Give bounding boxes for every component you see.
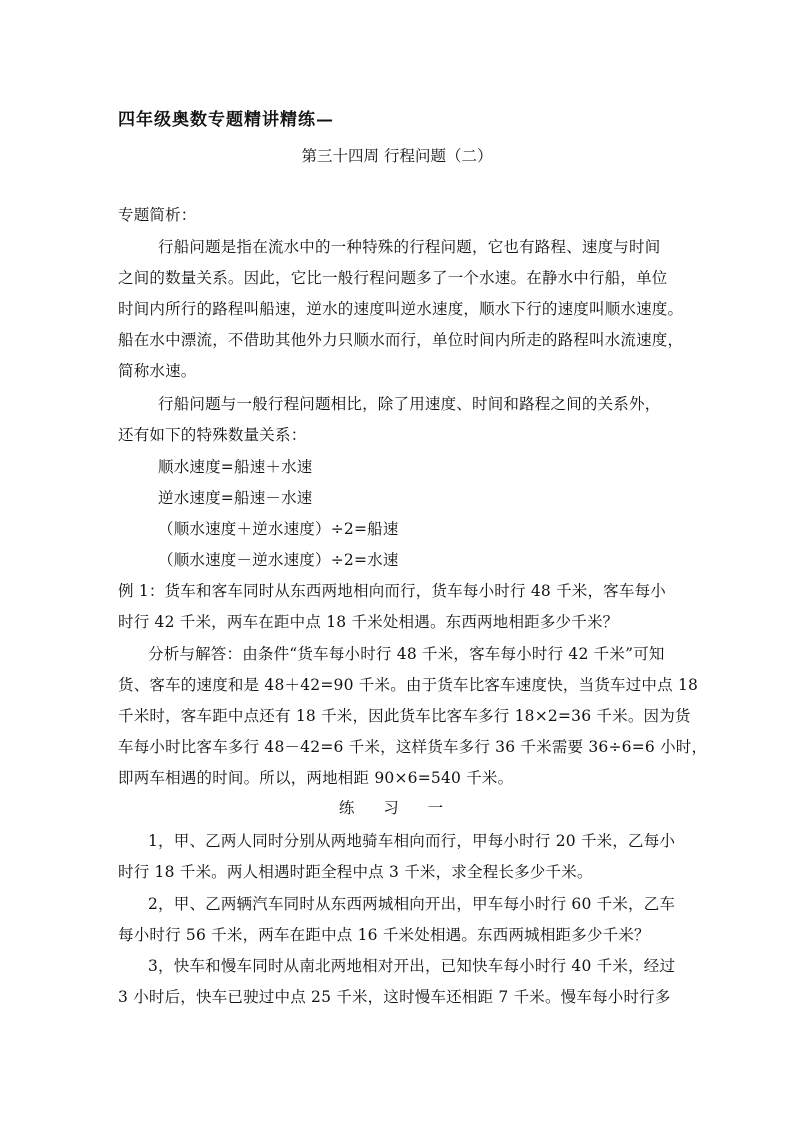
formula-line: （顺水速度－逆水速度）÷2=水速 bbox=[158, 551, 399, 569]
formula-line: 顺水速度=船速＋水速 bbox=[158, 458, 313, 476]
analysis-line: 分析与解答：由条件“货车每小时行 48 千米，客车每小时行 42 千米”可知 bbox=[148, 645, 665, 663]
formula-line: 逆水速度=船速－水速 bbox=[158, 489, 313, 507]
intro-line: 船在水中漂流，不借助其他外力只顺水而行，单位时间内所走的路程叫水流速度， bbox=[118, 331, 684, 349]
exercise-heading: 练 习 一 bbox=[338, 799, 456, 817]
document-subtitle: 第三十四周 行程问题（二） bbox=[301, 147, 493, 165]
intro-line: 之间的数量关系。因此，它比一般行程问题多了一个水速。在静水中行船，单位 bbox=[118, 269, 668, 287]
exercise-line: 每小时行 56 千米，两车在距中点 16 千米处相遇。东西两城相距多少千米？ bbox=[118, 926, 650, 944]
exercise-line: 时行 18 千米。两人相遇时距全程中点 3 千米，求全程长多少千米。 bbox=[118, 863, 593, 881]
analysis-line: 千米时，客车距中点还有 18 千米，因此货车比客车多行 18×2=36 千米。因为货 bbox=[118, 707, 691, 725]
analysis-line: 车每小时比客车多行 48－42=6 千米，这样货车多行 36 千米需要 36÷6=6 小时， bbox=[118, 738, 708, 756]
relation-line: 行船问题与一般行程问题相比，除了用速度、时间和路程之间的关系外， bbox=[158, 395, 661, 413]
formula-line: （顺水速度＋逆水速度）÷2=船速 bbox=[158, 520, 399, 538]
exercise-line: 3 小时后，快车已驶过中点 25 千米，这时慢车还相距 7 千米。慢车每小时行多 bbox=[118, 988, 671, 1006]
example-line: 时行 42 千米，两车在距中点 18 千米处相遇。东西两地相距多少千米？ bbox=[118, 613, 619, 631]
exercise-line: 2，甲、乙两辆汽车同时从东西两城相向开出，甲车每小时行 60 千米，乙车 bbox=[148, 895, 676, 913]
document-title: 四年级奥数专题精讲精练— bbox=[118, 110, 334, 130]
intro-line: 简称水速。 bbox=[118, 362, 197, 380]
section-label: 专题简析： bbox=[118, 206, 197, 224]
exercise-line: 1，甲、乙两人同时分别从两地骑车相向而行，甲每小时行 20 千米，乙每小 bbox=[148, 832, 676, 850]
intro-line: 时间内所行的路程叫船速，逆水的速度叫逆水速度，顺水下行的速度叫顺水速度。 bbox=[118, 300, 684, 318]
intro-line: 行船问题是指在流水中的一种特殊的行程问题，它也有路程、速度与时间 bbox=[158, 238, 661, 256]
exercise-line: 3，快车和慢车同时从南北两地相对开出，已知快车每小时行 40 千米，经过 bbox=[148, 957, 676, 975]
relation-line: 还有如下的特殊数量关系： bbox=[118, 426, 307, 444]
example-line: 例 1：货车和客车同时从东西两地相向而行，货车每小时行 48 千米，客车每小 bbox=[118, 582, 666, 600]
analysis-line: 即两车相遇的时间。所以，两地相距 90×6=540 千米。 bbox=[118, 769, 514, 787]
analysis-line: 货、客车的速度和是 48＋42=90 千米。由于货车比客车速度快，当货车过中点 18 bbox=[118, 676, 699, 694]
